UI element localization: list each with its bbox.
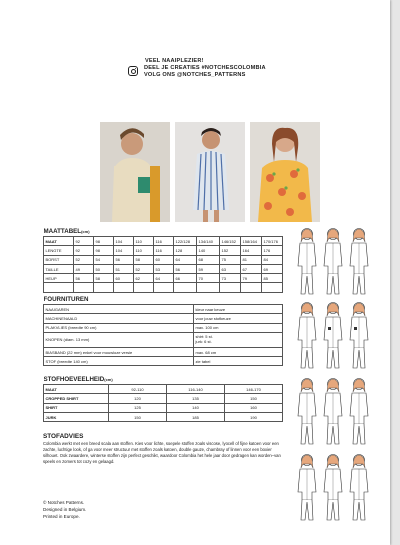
table-row bbox=[44, 394, 283, 403]
table-cell: SHIRT bbox=[44, 403, 109, 412]
table-row bbox=[44, 274, 283, 283]
table-cell: 50 bbox=[94, 264, 114, 273]
footer-printed: Printed in Europe. bbox=[43, 513, 80, 519]
fournituren-title: FOURNITUREN bbox=[43, 296, 89, 303]
table-cell bbox=[74, 283, 94, 292]
table-cell: max. 100 cm bbox=[194, 323, 283, 332]
table-cell: shirt: 5 st. jurk: 6 st. bbox=[194, 332, 283, 347]
table-cell: 52 bbox=[134, 264, 154, 273]
table-cell: 164 bbox=[241, 246, 262, 255]
table-cell: 53 bbox=[154, 264, 174, 273]
table-cell: 69 bbox=[262, 264, 283, 273]
table-cell: 56 bbox=[114, 255, 134, 264]
table-cell: 190 bbox=[225, 412, 283, 421]
table-cell: 64 bbox=[154, 274, 174, 283]
table-cell: kleur naar keuze bbox=[194, 305, 283, 314]
table-cell: 75 bbox=[220, 255, 241, 264]
table-cell: voor jouw stofkeuze bbox=[194, 314, 283, 323]
table-cell: 150 bbox=[109, 412, 167, 421]
figure-row-3 bbox=[298, 379, 368, 445]
table-cell: 68 bbox=[197, 255, 220, 264]
table-cell: 158/164 bbox=[241, 237, 262, 246]
table-cell: 92 bbox=[74, 246, 94, 255]
table-cell: 66 bbox=[174, 274, 197, 283]
figure-row-2 bbox=[298, 303, 368, 369]
stofhoeveelheid-title: STOFHOEVEELHEID(cm) bbox=[43, 376, 113, 383]
table-cell: 110 bbox=[134, 237, 154, 246]
table-cell: 60 bbox=[114, 274, 134, 283]
table-cell: 146-170 bbox=[225, 385, 283, 394]
table-cell: CROPPED SHIRT bbox=[44, 394, 109, 403]
table-cell: zie tabel bbox=[194, 357, 283, 366]
table-cell: 152 bbox=[220, 246, 241, 255]
table-cell: MAAT bbox=[44, 237, 74, 246]
stofhoeveelheid-table bbox=[43, 375, 283, 422]
table-cell bbox=[44, 283, 74, 292]
table-cell: 59 bbox=[197, 264, 220, 273]
table-cell: 60 bbox=[154, 255, 174, 264]
table-cell: 134/140 bbox=[197, 237, 220, 246]
table-cell: 70 bbox=[197, 274, 220, 283]
table-cell: 67 bbox=[241, 264, 262, 273]
table-row bbox=[44, 305, 283, 314]
table-cell: 49 bbox=[74, 264, 94, 273]
table-cell: BORST bbox=[44, 255, 74, 264]
table-cell bbox=[197, 283, 220, 292]
table-cell: 120 bbox=[109, 394, 167, 403]
table-cell: KNOPEN (diam. 13 mm) bbox=[44, 332, 194, 347]
table-row bbox=[44, 246, 283, 255]
table-cell: 56 bbox=[174, 264, 197, 273]
table-cell: 122/128 bbox=[174, 237, 197, 246]
table-cell bbox=[154, 283, 174, 292]
table-row bbox=[44, 357, 283, 366]
technical-drawings bbox=[290, 226, 390, 531]
table-cell: 52 bbox=[74, 255, 94, 264]
table-cell: 54 bbox=[94, 255, 114, 264]
table-cell: 140 bbox=[197, 246, 220, 255]
table-row bbox=[44, 283, 283, 292]
table-cell: 150 bbox=[225, 394, 283, 403]
table-row bbox=[44, 403, 283, 412]
figure-row-4 bbox=[298, 455, 368, 521]
table-cell: 104 bbox=[114, 237, 134, 246]
table-cell: 98 bbox=[94, 246, 114, 255]
table-header-row bbox=[44, 237, 283, 246]
table-cell: STOF (breedte 140 cm) bbox=[44, 357, 194, 366]
stofadvies-body: Colombia werkt met een breed scala aan stoffen. Kies voor lichte, soepele stoffen zoals viscose, lyocell of fijne katoen voor een zachte, luchtige look, of ga voor meer structuur met stoffen zoals katoen, double gauze, chambray of linnen voor een boxier silhouet. Ook zwaardere, winterse stoffen zijn perfect geschikt, waardoor Colombia het hele jaar door gedragen kan worden–van speels en zomers tot cozy en gelaagd. bbox=[43, 441, 281, 464]
table-row bbox=[44, 255, 283, 264]
table-row bbox=[44, 314, 283, 323]
instagram-icon bbox=[128, 66, 138, 76]
table-cell: 62 bbox=[134, 274, 154, 283]
header-block bbox=[128, 58, 328, 80]
table-cell: 81 bbox=[241, 255, 262, 264]
table-cell: BIASBAND (22 mm) enkel voor mouwloze versie bbox=[44, 347, 194, 356]
photo-boy-shirt bbox=[100, 122, 170, 222]
maattabel-table bbox=[43, 227, 283, 293]
photo-girl-dress bbox=[175, 122, 245, 222]
table-cell: 84 bbox=[262, 255, 283, 264]
table-cell: 116 bbox=[154, 246, 174, 255]
table-cell bbox=[241, 283, 262, 292]
table-cell: 85 bbox=[262, 274, 283, 283]
fournituren-table bbox=[43, 295, 283, 366]
table-cell bbox=[134, 283, 154, 292]
photo-girl-print bbox=[250, 122, 320, 222]
table-header-row bbox=[44, 385, 283, 394]
stofadvies-section bbox=[43, 433, 287, 465]
table-cell bbox=[114, 283, 134, 292]
table-cell: 185 bbox=[167, 412, 225, 421]
table-cell: 176 bbox=[262, 246, 283, 255]
table-cell: 135 bbox=[167, 394, 225, 403]
table-cell: 116 bbox=[154, 237, 174, 246]
table-cell: JURK bbox=[44, 412, 109, 421]
table-cell: 58 bbox=[94, 274, 114, 283]
table-cell bbox=[262, 283, 283, 292]
table-cell: 110 bbox=[134, 246, 154, 255]
table-cell: MACHINENAALD bbox=[44, 314, 194, 323]
table-cell bbox=[174, 283, 197, 292]
table-cell: NAAIGAREN bbox=[44, 305, 194, 314]
table-cell bbox=[94, 283, 114, 292]
table-cell: LENGTE bbox=[44, 246, 74, 255]
table-cell: 92-110 bbox=[109, 385, 167, 394]
footer-copyright: © Notches Patterns. bbox=[43, 500, 85, 505]
header-line-3: VOLG ONS @NOTCHES_PATTERNS bbox=[144, 72, 246, 79]
footer-designed: Designed in Belgium. bbox=[43, 506, 87, 512]
table-cell: 73 bbox=[220, 274, 241, 283]
table-cell: 98 bbox=[94, 237, 114, 246]
table-row bbox=[44, 323, 283, 332]
table-cell bbox=[220, 283, 241, 292]
table-cell: 51 bbox=[114, 264, 134, 273]
table-cell: max. 68 cm bbox=[194, 347, 283, 356]
table-cell: 56 bbox=[74, 274, 94, 283]
figure-row-1 bbox=[298, 229, 368, 295]
header-line-1: VEEL NAAIPLEZIER! bbox=[145, 58, 204, 64]
table-cell: 58 bbox=[134, 255, 154, 264]
table-cell: 160 bbox=[225, 403, 283, 412]
table-cell: PLAKVLIES (breedte 90 cm) bbox=[44, 323, 194, 332]
table-cell: 128 bbox=[174, 246, 197, 255]
table-cell: HEUP bbox=[44, 274, 74, 283]
table-row bbox=[44, 264, 283, 273]
table-row bbox=[44, 412, 283, 421]
table-cell: 64 bbox=[174, 255, 197, 264]
header-line-2: DEEL JE CREATIES #NOTCHESCOLOMBIA bbox=[144, 65, 266, 71]
table-cell: 104 bbox=[114, 246, 134, 255]
table-cell: 125 bbox=[109, 403, 167, 412]
table-cell: MAAT bbox=[44, 385, 109, 394]
footer bbox=[43, 500, 86, 521]
table-cell: 92 bbox=[74, 237, 94, 246]
maattabel-title: MAATTABEL(cm) bbox=[43, 228, 90, 235]
table-cell: 116-140 bbox=[167, 385, 225, 394]
table-cell: 63 bbox=[220, 264, 241, 273]
table-cell: 170/176 bbox=[262, 237, 283, 246]
table-cell: 146/152 bbox=[220, 237, 241, 246]
table-row bbox=[44, 332, 283, 347]
table-cell: TAILLE bbox=[44, 264, 74, 273]
table-row bbox=[44, 347, 283, 356]
stofadvies-title: STOFADVIES bbox=[43, 433, 84, 440]
table-cell: 79 bbox=[241, 274, 262, 283]
table-cell: 140 bbox=[167, 403, 225, 412]
